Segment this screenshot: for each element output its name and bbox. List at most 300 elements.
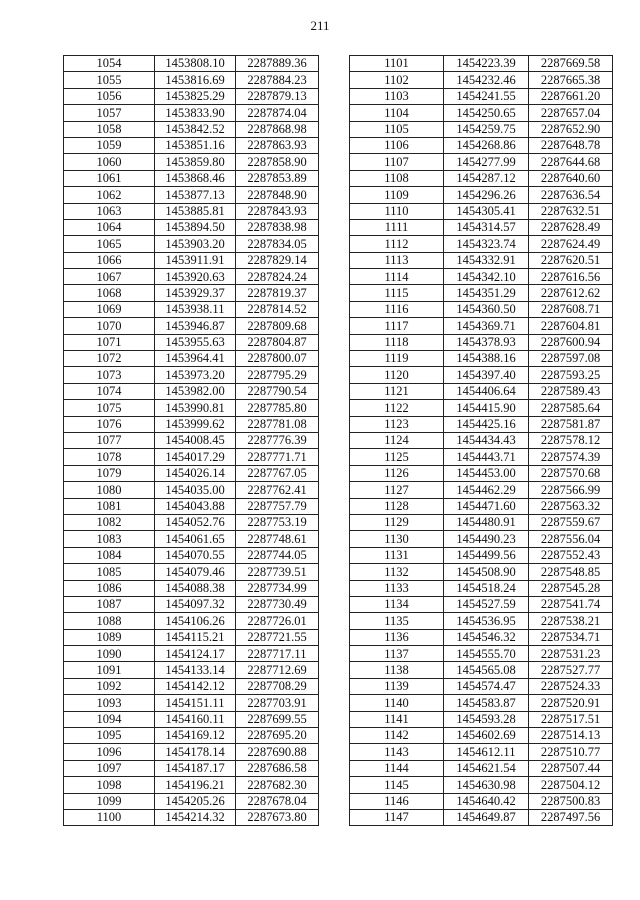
table-row bbox=[64, 449, 319, 465]
table-row bbox=[350, 285, 613, 301]
coordinates-table-right bbox=[349, 55, 613, 826]
point-number-cell: 1131 bbox=[350, 547, 444, 563]
x-coordinate-cell: 1454097.32 bbox=[155, 596, 236, 612]
x-coordinate-cell: 1453955.63 bbox=[155, 334, 236, 350]
table-row bbox=[350, 121, 613, 137]
y-coordinate-cell: 2287781.08 bbox=[236, 416, 319, 432]
x-coordinate-cell: 1454630.98 bbox=[444, 777, 529, 793]
x-coordinate-cell: 1454583.87 bbox=[444, 695, 529, 711]
point-number-cell: 1096 bbox=[64, 744, 155, 760]
x-coordinate-cell: 1454205.26 bbox=[155, 793, 236, 809]
table-row bbox=[64, 482, 319, 498]
table-row bbox=[64, 728, 319, 744]
table-row bbox=[350, 416, 613, 432]
x-coordinate-cell: 1454250.65 bbox=[444, 105, 529, 121]
x-coordinate-cell: 1453938.11 bbox=[155, 301, 236, 317]
y-coordinate-cell: 2287566.99 bbox=[529, 482, 613, 498]
x-coordinate-cell: 1454612.11 bbox=[444, 744, 529, 760]
y-coordinate-cell: 2287785.80 bbox=[236, 400, 319, 416]
y-coordinate-cell: 2287570.68 bbox=[529, 465, 613, 481]
y-coordinate-cell: 2287620.51 bbox=[529, 252, 613, 268]
point-number-cell: 1143 bbox=[350, 744, 444, 760]
point-number-cell: 1129 bbox=[350, 514, 444, 530]
table-row bbox=[64, 219, 319, 235]
y-coordinate-cell: 2287504.12 bbox=[529, 777, 613, 793]
y-coordinate-cell: 2287678.04 bbox=[236, 793, 319, 809]
table-row bbox=[350, 367, 613, 383]
table-row bbox=[350, 678, 613, 694]
table-row bbox=[64, 580, 319, 596]
table-row bbox=[350, 137, 613, 153]
y-coordinate-cell: 2287726.01 bbox=[236, 613, 319, 629]
y-coordinate-cell: 2287838.98 bbox=[236, 219, 319, 235]
point-number-cell: 1111 bbox=[350, 219, 444, 235]
point-number-cell: 1092 bbox=[64, 678, 155, 694]
table-row bbox=[350, 629, 613, 645]
table-body bbox=[350, 56, 613, 826]
point-number-cell: 1074 bbox=[64, 383, 155, 399]
x-coordinate-cell: 1454471.60 bbox=[444, 498, 529, 514]
y-coordinate-cell: 2287652.90 bbox=[529, 121, 613, 137]
y-coordinate-cell: 2287889.36 bbox=[236, 56, 319, 72]
table-row bbox=[350, 809, 613, 825]
point-number-cell: 1126 bbox=[350, 465, 444, 481]
point-number-cell: 1121 bbox=[350, 383, 444, 399]
y-coordinate-cell: 2287644.68 bbox=[529, 154, 613, 170]
x-coordinate-cell: 1454546.32 bbox=[444, 629, 529, 645]
point-number-cell: 1147 bbox=[350, 809, 444, 825]
table-row bbox=[64, 137, 319, 153]
point-number-cell: 1136 bbox=[350, 629, 444, 645]
point-number-cell: 1123 bbox=[350, 416, 444, 432]
point-number-cell: 1108 bbox=[350, 170, 444, 186]
y-coordinate-cell: 2287669.58 bbox=[529, 56, 613, 72]
y-coordinate-cell: 2287834.05 bbox=[236, 236, 319, 252]
point-number-cell: 1110 bbox=[350, 203, 444, 219]
table-row bbox=[350, 170, 613, 186]
table-row bbox=[64, 416, 319, 432]
y-coordinate-cell: 2287690.88 bbox=[236, 744, 319, 760]
y-coordinate-cell: 2287581.87 bbox=[529, 416, 613, 432]
point-number-cell: 1146 bbox=[350, 793, 444, 809]
y-coordinate-cell: 2287665.38 bbox=[529, 72, 613, 88]
table-row bbox=[64, 547, 319, 563]
point-number-cell: 1102 bbox=[350, 72, 444, 88]
point-number-cell: 1144 bbox=[350, 760, 444, 776]
point-number-cell: 1114 bbox=[350, 269, 444, 285]
table-row bbox=[350, 695, 613, 711]
x-coordinate-cell: 1454026.14 bbox=[155, 465, 236, 481]
table-row bbox=[64, 236, 319, 252]
x-coordinate-cell: 1454169.12 bbox=[155, 728, 236, 744]
point-number-cell: 1116 bbox=[350, 301, 444, 317]
y-coordinate-cell: 2287800.07 bbox=[236, 351, 319, 367]
x-coordinate-cell: 1454443.71 bbox=[444, 449, 529, 465]
point-number-cell: 1109 bbox=[350, 187, 444, 203]
table-row bbox=[350, 88, 613, 104]
table-row bbox=[64, 809, 319, 825]
point-number-cell: 1081 bbox=[64, 498, 155, 514]
y-coordinate-cell: 2287628.49 bbox=[529, 219, 613, 235]
y-coordinate-cell: 2287843.93 bbox=[236, 203, 319, 219]
x-coordinate-cell: 1454462.29 bbox=[444, 482, 529, 498]
x-coordinate-cell: 1454241.55 bbox=[444, 88, 529, 104]
x-coordinate-cell: 1453911.91 bbox=[155, 252, 236, 268]
y-coordinate-cell: 2287734.99 bbox=[236, 580, 319, 596]
y-coordinate-cell: 2287717.11 bbox=[236, 646, 319, 662]
y-coordinate-cell: 2287858.90 bbox=[236, 154, 319, 170]
table-row bbox=[64, 88, 319, 104]
x-coordinate-cell: 1454187.17 bbox=[155, 760, 236, 776]
y-coordinate-cell: 2287703.91 bbox=[236, 695, 319, 711]
table-row bbox=[64, 400, 319, 416]
x-coordinate-cell: 1454593.28 bbox=[444, 711, 529, 727]
y-coordinate-cell: 2287848.90 bbox=[236, 187, 319, 203]
table-row bbox=[64, 187, 319, 203]
x-coordinate-cell: 1453920.63 bbox=[155, 269, 236, 285]
point-number-cell: 1082 bbox=[64, 514, 155, 530]
table-row bbox=[350, 777, 613, 793]
y-coordinate-cell: 2287686.58 bbox=[236, 760, 319, 776]
x-coordinate-cell: 1453859.80 bbox=[155, 154, 236, 170]
point-number-cell: 1135 bbox=[350, 613, 444, 629]
x-coordinate-cell: 1454296.26 bbox=[444, 187, 529, 203]
x-coordinate-cell: 1454453.00 bbox=[444, 465, 529, 481]
x-coordinate-cell: 1454268.86 bbox=[444, 137, 529, 153]
y-coordinate-cell: 2287814.52 bbox=[236, 301, 319, 317]
y-coordinate-cell: 2287790.54 bbox=[236, 383, 319, 399]
x-coordinate-cell: 1454369.71 bbox=[444, 318, 529, 334]
table-row bbox=[350, 236, 613, 252]
y-coordinate-cell: 2287514.13 bbox=[529, 728, 613, 744]
table-row bbox=[350, 760, 613, 776]
x-coordinate-cell: 1454035.00 bbox=[155, 482, 236, 498]
y-coordinate-cell: 2287744.05 bbox=[236, 547, 319, 563]
x-coordinate-cell: 1454388.16 bbox=[444, 351, 529, 367]
x-coordinate-cell: 1454196.21 bbox=[155, 777, 236, 793]
table-row bbox=[350, 252, 613, 268]
table-row bbox=[64, 465, 319, 481]
y-coordinate-cell: 2287829.14 bbox=[236, 252, 319, 268]
point-number-cell: 1098 bbox=[64, 777, 155, 793]
table-row bbox=[350, 711, 613, 727]
x-coordinate-cell: 1454565.08 bbox=[444, 662, 529, 678]
table-row bbox=[350, 400, 613, 416]
x-coordinate-cell: 1454277.99 bbox=[444, 154, 529, 170]
x-coordinate-cell: 1454178.14 bbox=[155, 744, 236, 760]
x-coordinate-cell: 1454017.29 bbox=[155, 449, 236, 465]
x-coordinate-cell: 1454160.11 bbox=[155, 711, 236, 727]
y-coordinate-cell: 2287624.49 bbox=[529, 236, 613, 252]
y-coordinate-cell: 2287771.71 bbox=[236, 449, 319, 465]
y-coordinate-cell: 2287541.74 bbox=[529, 596, 613, 612]
y-coordinate-cell: 2287819.37 bbox=[236, 285, 319, 301]
point-number-cell: 1077 bbox=[64, 432, 155, 448]
point-number-cell: 1132 bbox=[350, 564, 444, 580]
y-coordinate-cell: 2287753.19 bbox=[236, 514, 319, 530]
table-row bbox=[350, 105, 613, 121]
y-coordinate-cell: 2287604.81 bbox=[529, 318, 613, 334]
x-coordinate-cell: 1453999.62 bbox=[155, 416, 236, 432]
point-number-cell: 1056 bbox=[64, 88, 155, 104]
table-row bbox=[350, 646, 613, 662]
y-coordinate-cell: 2287585.64 bbox=[529, 400, 613, 416]
y-coordinate-cell: 2287824.24 bbox=[236, 269, 319, 285]
y-coordinate-cell: 2287699.55 bbox=[236, 711, 319, 727]
x-coordinate-cell: 1453990.81 bbox=[155, 400, 236, 416]
y-coordinate-cell: 2287721.55 bbox=[236, 629, 319, 645]
x-coordinate-cell: 1454536.95 bbox=[444, 613, 529, 629]
y-coordinate-cell: 2287510.77 bbox=[529, 744, 613, 760]
point-number-cell: 1120 bbox=[350, 367, 444, 383]
x-coordinate-cell: 1454360.50 bbox=[444, 301, 529, 317]
table-row bbox=[64, 596, 319, 612]
y-coordinate-cell: 2287616.56 bbox=[529, 269, 613, 285]
table-row bbox=[350, 580, 613, 596]
y-coordinate-cell: 2287597.08 bbox=[529, 351, 613, 367]
y-coordinate-cell: 2287593.25 bbox=[529, 367, 613, 383]
y-coordinate-cell: 2287695.20 bbox=[236, 728, 319, 744]
point-number-cell: 1066 bbox=[64, 252, 155, 268]
table-row bbox=[64, 646, 319, 662]
table-row bbox=[64, 334, 319, 350]
y-coordinate-cell: 2287538.21 bbox=[529, 613, 613, 629]
y-coordinate-cell: 2287552.43 bbox=[529, 547, 613, 563]
table-row bbox=[64, 498, 319, 514]
table-row bbox=[350, 203, 613, 219]
y-coordinate-cell: 2287739.51 bbox=[236, 564, 319, 580]
y-coordinate-cell: 2287776.39 bbox=[236, 432, 319, 448]
point-number-cell: 1105 bbox=[350, 121, 444, 137]
y-coordinate-cell: 2287534.71 bbox=[529, 629, 613, 645]
x-coordinate-cell: 1454490.23 bbox=[444, 531, 529, 547]
y-coordinate-cell: 2287612.62 bbox=[529, 285, 613, 301]
y-coordinate-cell: 2287507.44 bbox=[529, 760, 613, 776]
x-coordinate-cell: 1454061.65 bbox=[155, 531, 236, 547]
point-number-cell: 1057 bbox=[64, 105, 155, 121]
y-coordinate-cell: 2287556.04 bbox=[529, 531, 613, 547]
x-coordinate-cell: 1454008.45 bbox=[155, 432, 236, 448]
point-number-cell: 1070 bbox=[64, 318, 155, 334]
point-number-cell: 1059 bbox=[64, 137, 155, 153]
y-coordinate-cell: 2287795.29 bbox=[236, 367, 319, 383]
table-body bbox=[64, 56, 319, 826]
point-number-cell: 1091 bbox=[64, 662, 155, 678]
x-coordinate-cell: 1454640.42 bbox=[444, 793, 529, 809]
table-row bbox=[350, 596, 613, 612]
table-row bbox=[350, 351, 613, 367]
x-coordinate-cell: 1454527.59 bbox=[444, 596, 529, 612]
y-coordinate-cell: 2287673.80 bbox=[236, 809, 319, 825]
point-number-cell: 1107 bbox=[350, 154, 444, 170]
point-number-cell: 1079 bbox=[64, 465, 155, 481]
table-row bbox=[350, 56, 613, 72]
point-number-cell: 1064 bbox=[64, 219, 155, 235]
table-row bbox=[64, 531, 319, 547]
y-coordinate-cell: 2287500.83 bbox=[529, 793, 613, 809]
y-coordinate-cell: 2287589.43 bbox=[529, 383, 613, 399]
point-number-cell: 1115 bbox=[350, 285, 444, 301]
x-coordinate-cell: 1454115.21 bbox=[155, 629, 236, 645]
point-number-cell: 1141 bbox=[350, 711, 444, 727]
x-coordinate-cell: 1454079.46 bbox=[155, 564, 236, 580]
x-coordinate-cell: 1453964.41 bbox=[155, 351, 236, 367]
point-number-cell: 1117 bbox=[350, 318, 444, 334]
point-number-cell: 1104 bbox=[350, 105, 444, 121]
table-row bbox=[64, 351, 319, 367]
table-row bbox=[350, 301, 613, 317]
y-coordinate-cell: 2287730.49 bbox=[236, 596, 319, 612]
table-row bbox=[350, 547, 613, 563]
x-coordinate-cell: 1454232.46 bbox=[444, 72, 529, 88]
point-number-cell: 1133 bbox=[350, 580, 444, 596]
point-number-cell: 1083 bbox=[64, 531, 155, 547]
point-number-cell: 1078 bbox=[64, 449, 155, 465]
y-coordinate-cell: 2287636.54 bbox=[529, 187, 613, 203]
y-coordinate-cell: 2287712.69 bbox=[236, 662, 319, 678]
x-coordinate-cell: 1454351.29 bbox=[444, 285, 529, 301]
y-coordinate-cell: 2287708.29 bbox=[236, 678, 319, 694]
table-row bbox=[350, 383, 613, 399]
table-row bbox=[350, 219, 613, 235]
point-number-cell: 1068 bbox=[64, 285, 155, 301]
point-number-cell: 1069 bbox=[64, 301, 155, 317]
y-coordinate-cell: 2287748.61 bbox=[236, 531, 319, 547]
x-coordinate-cell: 1454151.11 bbox=[155, 695, 236, 711]
point-number-cell: 1140 bbox=[350, 695, 444, 711]
x-coordinate-cell: 1454518.24 bbox=[444, 580, 529, 596]
page-number: 211 bbox=[310, 18, 330, 33]
y-coordinate-cell: 2287563.32 bbox=[529, 498, 613, 514]
point-number-cell: 1090 bbox=[64, 646, 155, 662]
y-coordinate-cell: 2287879.13 bbox=[236, 88, 319, 104]
table-row bbox=[64, 564, 319, 580]
table-row bbox=[350, 531, 613, 547]
y-coordinate-cell: 2287874.04 bbox=[236, 105, 319, 121]
point-number-cell: 1073 bbox=[64, 367, 155, 383]
point-number-cell: 1118 bbox=[350, 334, 444, 350]
x-coordinate-cell: 1454425.16 bbox=[444, 416, 529, 432]
x-coordinate-cell: 1453842.52 bbox=[155, 121, 236, 137]
x-coordinate-cell: 1454305.41 bbox=[444, 203, 529, 219]
y-coordinate-cell: 2287657.04 bbox=[529, 105, 613, 121]
table-row bbox=[64, 383, 319, 399]
y-coordinate-cell: 2287548.85 bbox=[529, 564, 613, 580]
point-number-cell: 1071 bbox=[64, 334, 155, 350]
point-number-cell: 1125 bbox=[350, 449, 444, 465]
table-row bbox=[64, 662, 319, 678]
x-coordinate-cell: 1454124.17 bbox=[155, 646, 236, 662]
y-coordinate-cell: 2287661.20 bbox=[529, 88, 613, 104]
table-row bbox=[350, 728, 613, 744]
point-number-cell: 1113 bbox=[350, 252, 444, 268]
point-number-cell: 1106 bbox=[350, 137, 444, 153]
table-row bbox=[64, 269, 319, 285]
table-row bbox=[64, 711, 319, 727]
y-coordinate-cell: 2287517.51 bbox=[529, 711, 613, 727]
point-number-cell: 1145 bbox=[350, 777, 444, 793]
y-coordinate-cell: 2287524.33 bbox=[529, 678, 613, 694]
x-coordinate-cell: 1453825.29 bbox=[155, 88, 236, 104]
x-coordinate-cell: 1453833.90 bbox=[155, 105, 236, 121]
point-number-cell: 1087 bbox=[64, 596, 155, 612]
table-row bbox=[64, 695, 319, 711]
point-number-cell: 1101 bbox=[350, 56, 444, 72]
table-row bbox=[64, 432, 319, 448]
table-row bbox=[64, 252, 319, 268]
x-coordinate-cell: 1454342.10 bbox=[444, 269, 529, 285]
y-coordinate-cell: 2287863.93 bbox=[236, 137, 319, 153]
point-number-cell: 1080 bbox=[64, 482, 155, 498]
point-number-cell: 1088 bbox=[64, 613, 155, 629]
point-number-cell: 1076 bbox=[64, 416, 155, 432]
y-coordinate-cell: 2287574.39 bbox=[529, 449, 613, 465]
x-coordinate-cell: 1453851.16 bbox=[155, 137, 236, 153]
x-coordinate-cell: 1453816.69 bbox=[155, 72, 236, 88]
x-coordinate-cell: 1454480.91 bbox=[444, 514, 529, 530]
point-number-cell: 1124 bbox=[350, 432, 444, 448]
x-coordinate-cell: 1453868.46 bbox=[155, 170, 236, 186]
table-row bbox=[350, 334, 613, 350]
point-number-cell: 1119 bbox=[350, 351, 444, 367]
table-row bbox=[350, 449, 613, 465]
point-number-cell: 1093 bbox=[64, 695, 155, 711]
table-row bbox=[350, 662, 613, 678]
table-row bbox=[64, 56, 319, 72]
table-row bbox=[350, 154, 613, 170]
point-number-cell: 1112 bbox=[350, 236, 444, 252]
point-number-cell: 1138 bbox=[350, 662, 444, 678]
table-row bbox=[350, 793, 613, 809]
table-row bbox=[64, 203, 319, 219]
x-coordinate-cell: 1453885.81 bbox=[155, 203, 236, 219]
point-number-cell: 1075 bbox=[64, 400, 155, 416]
point-number-cell: 1094 bbox=[64, 711, 155, 727]
table-row bbox=[64, 514, 319, 530]
table-row bbox=[350, 613, 613, 629]
table-row bbox=[64, 629, 319, 645]
table-row bbox=[64, 367, 319, 383]
y-coordinate-cell: 2287559.67 bbox=[529, 514, 613, 530]
table-row bbox=[350, 187, 613, 203]
x-coordinate-cell: 1453903.20 bbox=[155, 236, 236, 252]
x-coordinate-cell: 1454621.54 bbox=[444, 760, 529, 776]
x-coordinate-cell: 1454052.76 bbox=[155, 514, 236, 530]
table-row bbox=[64, 121, 319, 137]
y-coordinate-cell: 2287762.41 bbox=[236, 482, 319, 498]
x-coordinate-cell: 1453973.20 bbox=[155, 367, 236, 383]
x-coordinate-cell: 1454378.93 bbox=[444, 334, 529, 350]
table-row bbox=[64, 285, 319, 301]
table-row bbox=[350, 72, 613, 88]
point-number-cell: 1130 bbox=[350, 531, 444, 547]
x-coordinate-cell: 1454397.40 bbox=[444, 367, 529, 383]
table-row bbox=[64, 613, 319, 629]
x-coordinate-cell: 1454142.12 bbox=[155, 678, 236, 694]
point-number-cell: 1099 bbox=[64, 793, 155, 809]
point-number-cell: 1128 bbox=[350, 498, 444, 514]
point-number-cell: 1086 bbox=[64, 580, 155, 596]
y-coordinate-cell: 2287608.71 bbox=[529, 301, 613, 317]
y-coordinate-cell: 2287868.98 bbox=[236, 121, 319, 137]
x-coordinate-cell: 1454287.12 bbox=[444, 170, 529, 186]
table-row bbox=[64, 744, 319, 760]
y-coordinate-cell: 2287804.87 bbox=[236, 334, 319, 350]
coordinates-table-left bbox=[63, 55, 319, 826]
x-coordinate-cell: 1454088.38 bbox=[155, 580, 236, 596]
x-coordinate-cell: 1454332.91 bbox=[444, 252, 529, 268]
y-coordinate-cell: 2287578.12 bbox=[529, 432, 613, 448]
